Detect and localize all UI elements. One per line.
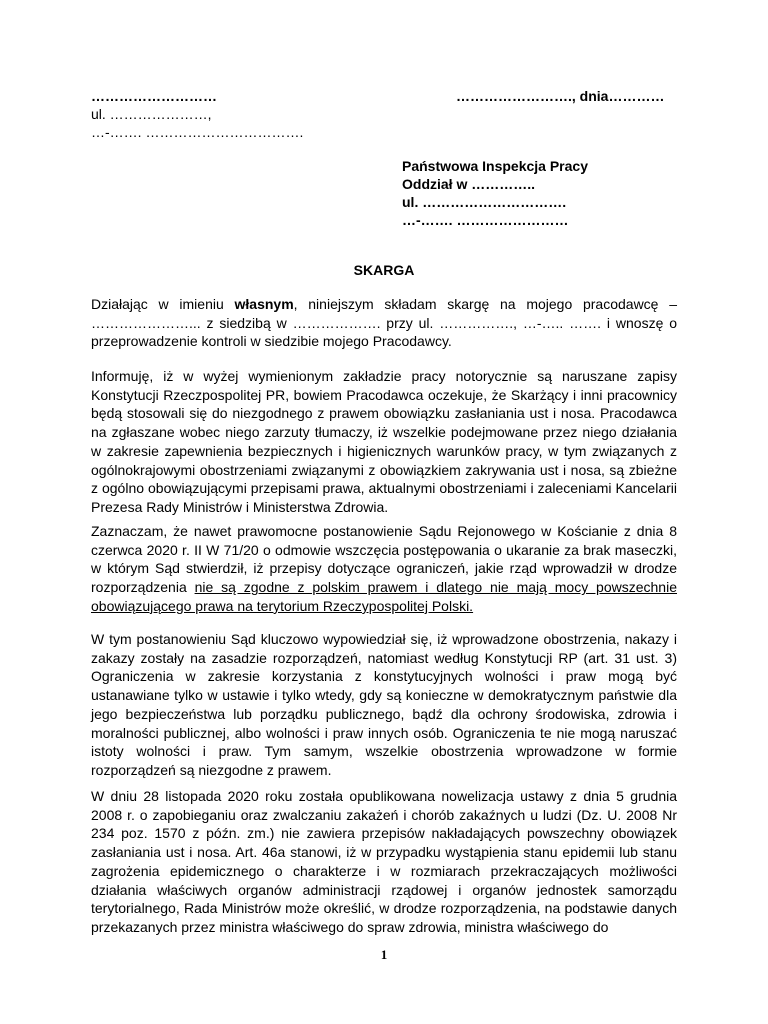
p1-text-start: Działając w imieniu: [91, 296, 235, 312]
sender-name: ………………………: [91, 88, 217, 104]
paragraph-5: W dniu 28 listopada 2020 roku została opublikowana nowelizacja ustawy z dnia 5 grudnia 2008 r. o zapobieganiu oraz zwalczaniu zakażeń i chorób zakaźnych u ludzi (Dz. U. 2008 Nr 234 poz. 1570 z późn. zm.) nie zawiera przepisów nakładających powszechny obowiązek zasłaniania ust i nosa. Art. 46a stanowi, iż w przypadku wystąpienia stanu epidemii lub stanu zagrożenia epidemicznego o charakterze i w rozmiarach przekraczających możliwości działania właściwych organów administracji rządowej i organów jednostek samorządu terytorialnego, Rada Ministrów może określić, w drodze rozporządzenia, na podstawie danych przekazanych przez ministra właściwego do spraw zdrowia, ministra właściwego do: [91, 788, 677, 935]
paragraph-2: Informuję, iż w wyżej wymienionym zakładzie pracy notorycznie są naruszane zapisy Konstytucji Rzeczpospolitej PR, bowiem Pracodawca oczekuje, że Skarżący i inni pracownicy będą stosowali się do niezgodnego z prawem obowiązku zasłaniania ust i nosa. Pracodawca na zgłaszane wobec niego zarzuty tłumaczy, iż wszelkie podejmowane przez niego działania w zakresie zapewnienia bezpiecznych i higienicznych warunków pracy, w tym związanych z ogólnokrajowymi obostrzeniami związanymi z obowiązkiem zakrywania ust i nosa, są zbieżne z ogólno obowiązującymi przepisami prawa, aktualnymi obostrzeniami i zaleceniami Kancelarii Prezesa Rady Ministrów i Ministerstwa Zdrowia.: [91, 368, 677, 515]
recipient-branch: Oddział w …………..: [402, 176, 536, 192]
paragraph-1: [91, 295, 677, 351]
paragraph-4: W tym postanowieniu Sąd kluczowo wypowiedział się, iż wprowadzone obostrzenia, nakazy i zakazy zostały na zasadzie rozporządzeń, natomiast według Konstytucji RP (art. 31 ust. 3) Ograniczenia w zakresie korzystania z konstytucyjnych wolności i praw mogą być ustanawiane tylko w ustawie i tylko wtedy, gdy są konieczne w demokratycznym państwie dla jego bezpieczeństwa lub porządku publicznego, bądź dla ochrony środowiska, zdrowia i moralności publicznej, albo wolności i praw innych osób. Ograniczenia te nie mogą naruszać istoty wolności i praw. Tym samym, wszelkie obostrzenia wprowadzone w formie rozporządzeń są niezgodne z prawem.: [91, 631, 677, 778]
sender-postal: …-……. …………………………….: [91, 124, 304, 140]
recipient-name: Państwowa Inspekcja Pracy: [402, 158, 588, 174]
page-number: 1: [380, 947, 388, 962]
p1-bold-word: własnym: [234, 296, 294, 312]
paragraph-3: [91, 522, 677, 616]
place-date: ……………………., dnia…………: [456, 88, 665, 104]
p3-underlined-text: nie są zgodne z polskim prawem i dlatego nie mają mocy powszechnie obowiązującego prawa na terytorium Rzeczypospolitej Polski.: [91, 579, 677, 614]
recipient-street: ul. ………………………….: [402, 194, 567, 210]
p3-text: Zaznaczam, że nawet prawomocne postanowienie Sądu Rejonowego w Kościanie z dnia 8 czerwca 2020 r. II W 71/20 o odmowie wszczęcia postępowania o ukaranie za brak maseczki, w którym Sąd stwierdził, iż przepisy dotyczące ograniczeń, jakie rząd wprowadził w drodze rozporządzenia: [91, 523, 677, 596]
p1-text-end: , niniejszym składam skargę na mojego pracodawcę – …………………... z siedzibą w ………………. przy ul. ……………., …-….. ……. i wnoszę o przeprowadzenie kontroli w siedzibie mojego Pracodawcy.: [91, 296, 677, 350]
document-title: SKARGA: [353, 262, 415, 278]
sender-street: ul. …………………,: [91, 106, 212, 122]
recipient-postal: …-……. ……………………: [402, 212, 569, 228]
